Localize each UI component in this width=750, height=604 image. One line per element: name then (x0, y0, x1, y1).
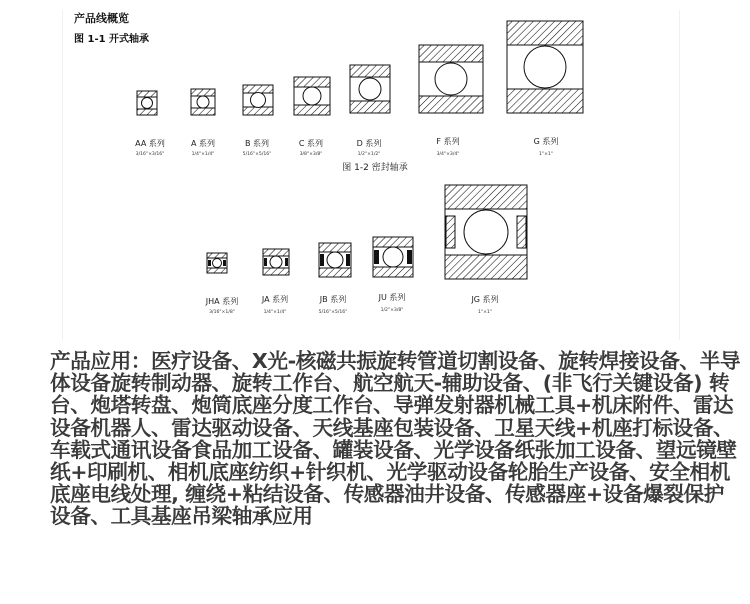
bearing-jha (206, 252, 228, 274)
series-ju-label: JU 系列 (378, 293, 406, 302)
series-jb-label: JB 系列 (319, 295, 347, 304)
series-jha-label: JHA 系列 (205, 297, 239, 306)
bearing-d (349, 64, 391, 114)
bearing-g (506, 20, 584, 114)
bearing-jg (444, 184, 528, 280)
series-g-label: G 系列 (533, 137, 559, 146)
applications-text: 产品应用：医疗设备、X光-核磁共振旋转管道切割设备、旋转焊接设备、半导体设备旋转制动器、旋转工作台、航空航天-辅助设备、(非飞行关键设备) 转台、炮塔转盘、炮筒底座分度工作台、导弹发射器机械工具+机床附件、雷达设备机器人、雷达驱动设备、天线基座包装设备、卫星天线+机座打标设备、车载式通讯设备食品加工设备、罐装设备、光学设备纸张加工设备、望远镜壁纸+印刷机、相机底座纺织+针织机、光学驱动设备轮胎生产设备、安全相机底座电线处理, 缠绕+粘结设备、传感器油井设备、传感器座+设备爆裂保护设备、工具基座吊梁轴承应用 (50, 349, 741, 529)
series-ja-label: JA 系列 (261, 295, 289, 304)
series-ja-dim: 1/4"×1/4" (263, 310, 287, 315)
figure-heading: 产品线概览 (74, 12, 129, 25)
bearing-ju (372, 236, 414, 278)
series-a-dim: 1/4"×1/4" (191, 152, 215, 157)
series-c-dim: 3/8"×3/8" (299, 152, 323, 157)
series-aa-dim: 3/16"×3/16" (135, 152, 165, 157)
series-b-label: B 系列 (244, 139, 270, 148)
series-f-label: F 系列 (436, 137, 460, 146)
bearing-ja (262, 248, 290, 276)
fig1-caption: 图 1-1 开式轴承 (74, 34, 150, 45)
series-a-label: A 系列 (190, 139, 216, 148)
bearing-c (293, 76, 331, 116)
bearing-aa (136, 90, 158, 116)
series-f-dim: 3/4"×3/4" (436, 152, 460, 157)
series-g-dim: 1"×1" (539, 152, 553, 157)
series-jg-dim: 1"×1" (478, 310, 492, 315)
series-d-label: D 系列 (356, 139, 382, 148)
series-ju-dim: 1/2"×3/8" (380, 308, 404, 313)
series-d-dim: 1/2"×1/2" (357, 152, 381, 157)
series-jha-dim: 3/16"×1/8" (209, 310, 235, 315)
bearing-b (242, 84, 274, 116)
bearing-a (190, 88, 216, 116)
series-jb-dim: 5/16"×5/16" (318, 310, 348, 315)
series-aa-label: AA 系列 (135, 139, 165, 148)
series-c-label: C 系列 (298, 139, 324, 148)
series-jg-label: JG 系列 (471, 295, 499, 304)
series-b-dim: 5/16"×5/16" (242, 152, 272, 157)
bearing-f (418, 44, 484, 114)
bearing-jb (318, 242, 352, 278)
fig2-caption: 图 1-2 密封轴承 (342, 163, 408, 173)
bearing-figure (62, 10, 680, 340)
